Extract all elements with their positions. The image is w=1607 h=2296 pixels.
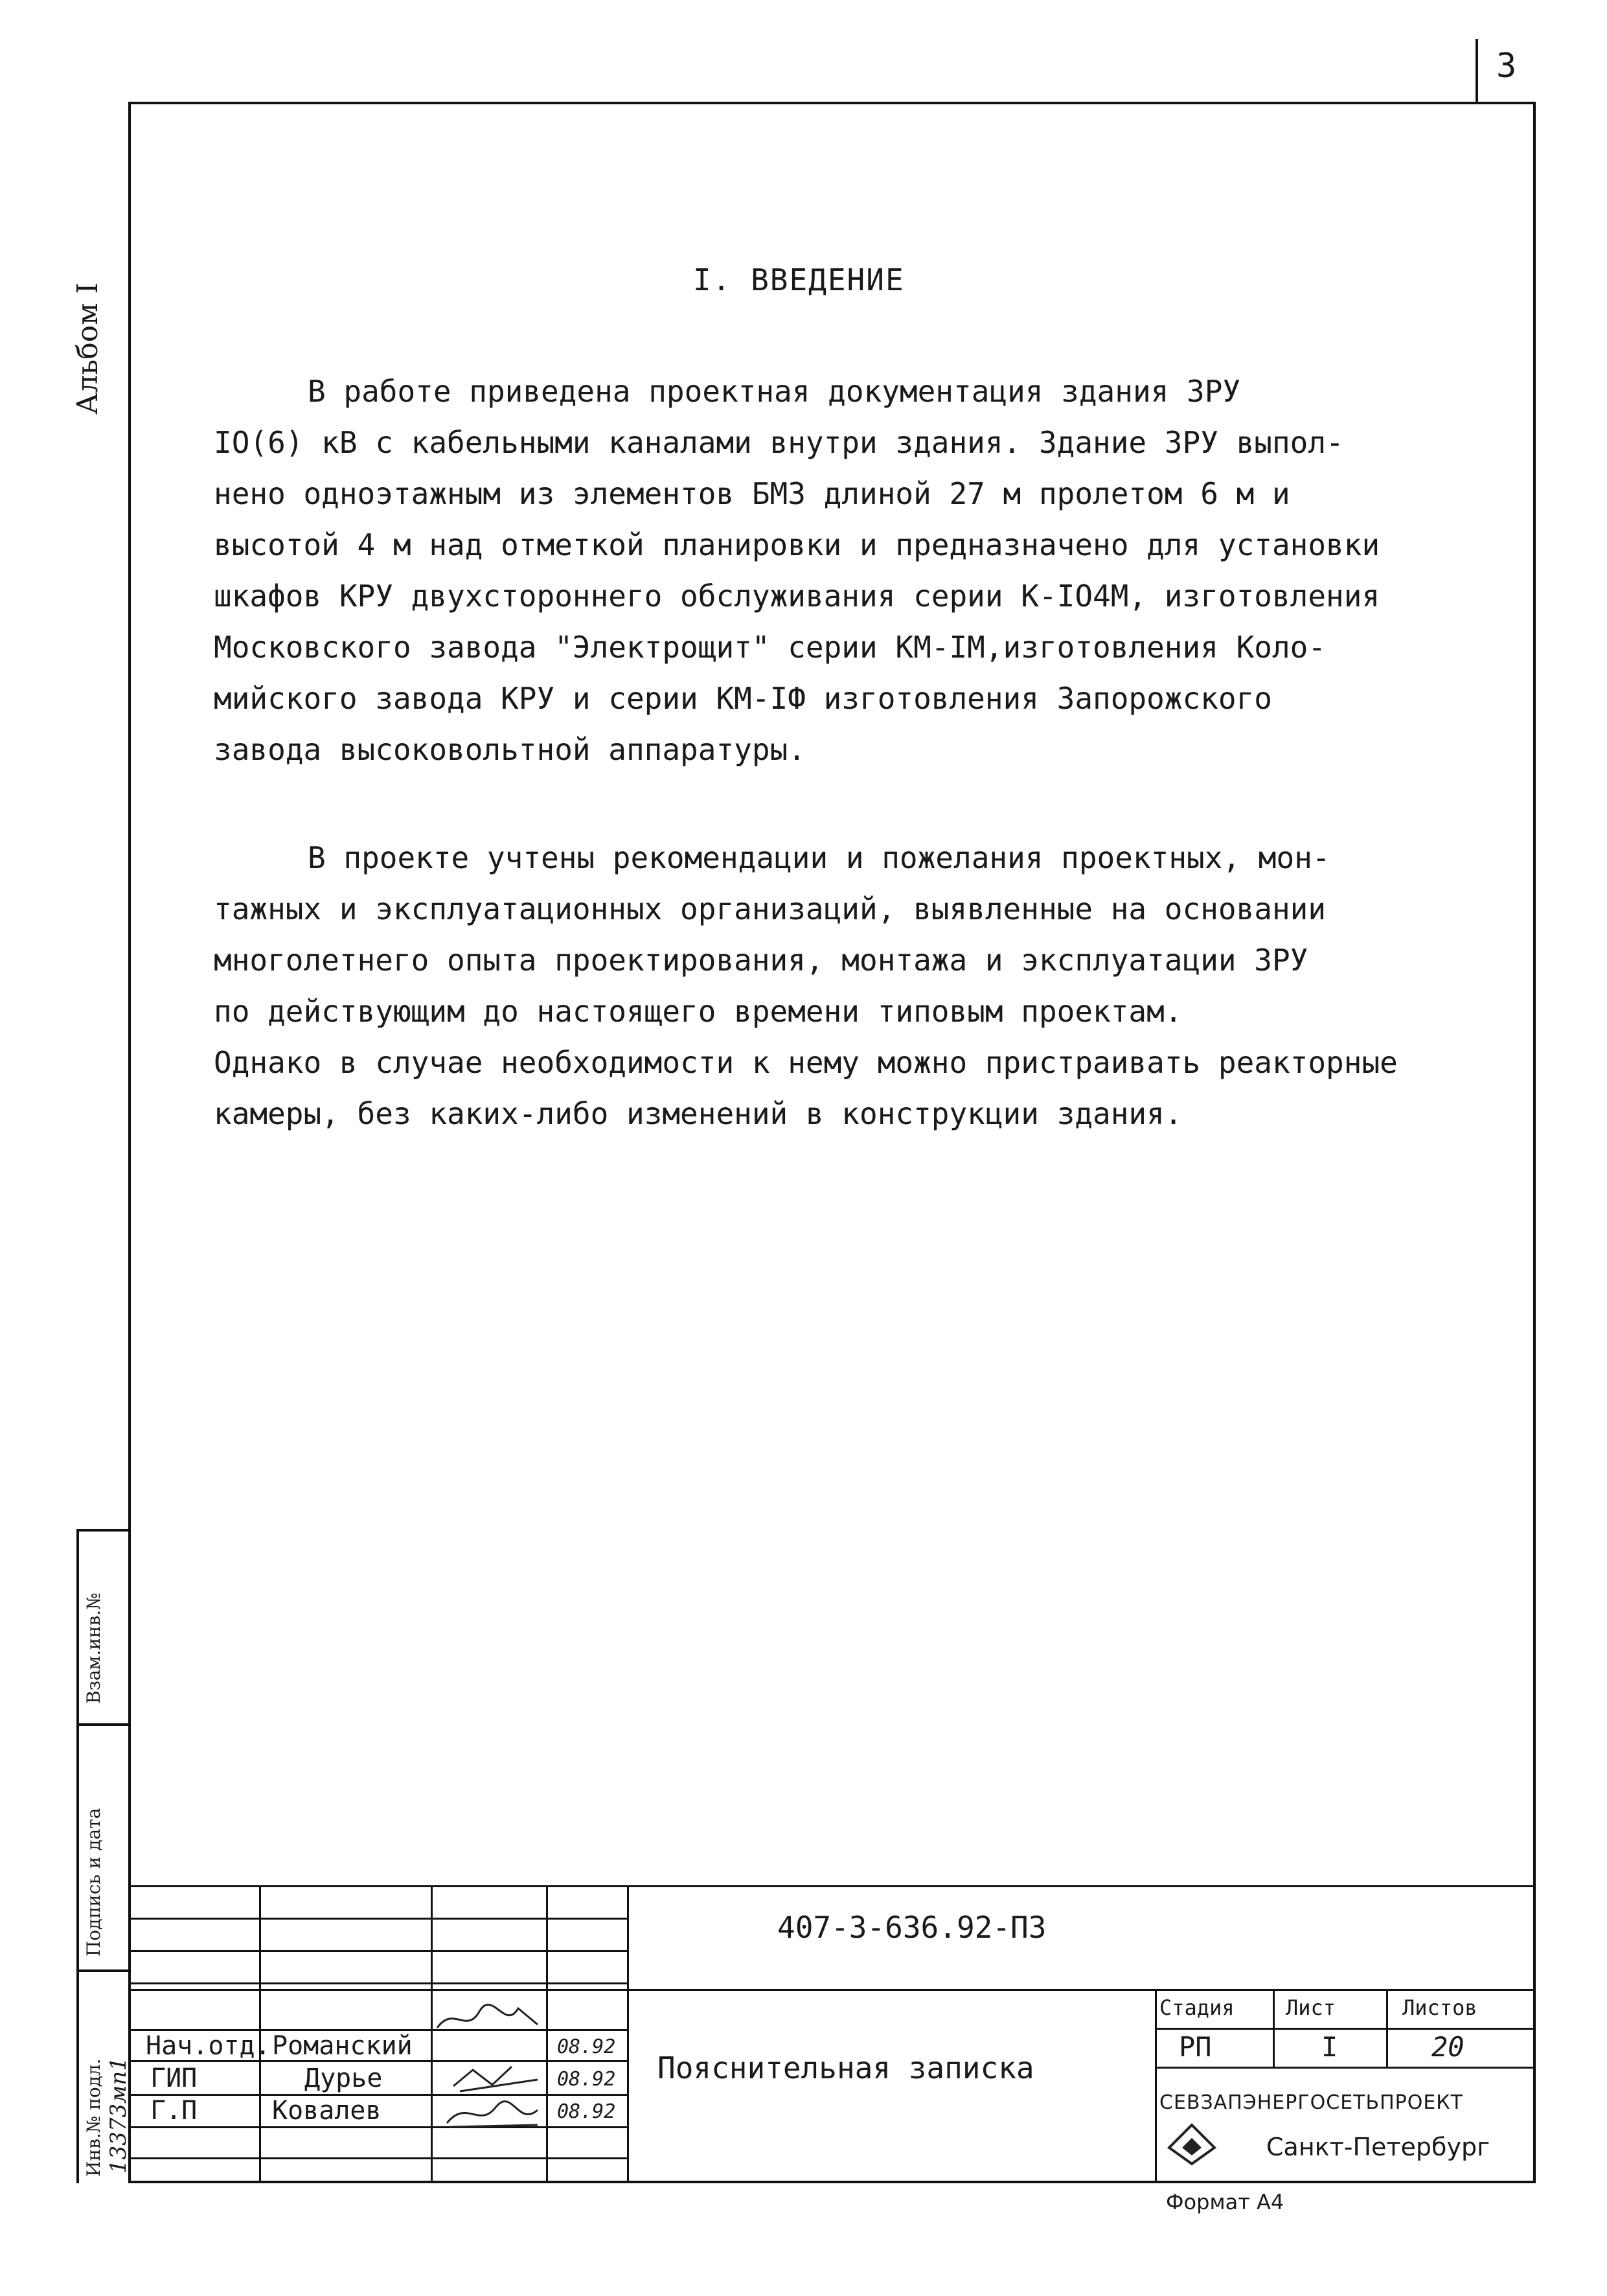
sheet-label: Лист	[1286, 1995, 1336, 2020]
stage-value: РП	[1179, 2031, 1212, 2063]
staff-name: Дурье	[304, 2063, 383, 2093]
paragraph-line: нено одноэтажным из элементов БМЗ длиной 27 м пролетом 6 м и	[214, 476, 1290, 511]
staff-date: 08.92	[557, 2068, 616, 2091]
paragraph-line: мийского завода КРУ и серии КМ-IФ изготовления Запорожского	[214, 681, 1272, 716]
title-block-top-line	[128, 1885, 1536, 1887]
grid-line	[627, 1885, 629, 2183]
signature-3	[440, 2096, 544, 2131]
organization-city: Санкт-Петербург	[1266, 2133, 1490, 2161]
page-number: 3	[1496, 47, 1517, 86]
staff-role: Г.П	[150, 2096, 198, 2126]
paper-format: Формат А4	[1166, 2190, 1284, 2214]
grid-line	[431, 1885, 433, 2183]
grid-line	[1155, 1989, 1157, 2183]
side-stamp-inv: Инв.№ подл.	[83, 2058, 104, 2177]
grid-line	[1273, 1989, 1275, 2067]
sheets-value: 20	[1431, 2031, 1465, 2063]
sheet-value: I	[1321, 2031, 1338, 2063]
paragraph-line: В проекте учтены рекомендации и пожелания проектных, мон-	[308, 840, 1330, 875]
staff-date: 08.92	[557, 2036, 616, 2058]
paragraph-line: шкафов КРУ двухстороннего обслуживания серии К-IO4М, изготовления	[214, 579, 1380, 614]
grid-line	[128, 1950, 627, 1952]
album-label: Альбом I	[71, 282, 104, 415]
side-stamp-divider	[76, 1969, 128, 1972]
staff-role: ГИП	[150, 2063, 198, 2093]
signature-1	[434, 1999, 544, 2038]
side-stamp-vzam: Взам.инв.№	[83, 1592, 104, 1704]
grid-line	[128, 1989, 1536, 1991]
grid-line	[1386, 1989, 1388, 2067]
paragraph-line: Московского завода "Электрощит" серии КМ-IМ,изготовления Коло-	[214, 630, 1327, 665]
grid-line	[128, 1982, 627, 1984]
grid-line	[1155, 2028, 1536, 2030]
paragraph-line: многолетнего опыта проектирования, монтажа и эксплуатации ЗРУ	[214, 943, 1308, 978]
paragraph-line: тажных и эксплуатационных организаций, выявленные на основании	[214, 891, 1327, 926]
grid-line	[1155, 2067, 1536, 2069]
section-heading: I. ВВЕДЕНИЕ	[693, 262, 905, 297]
sheets-label: Листов	[1402, 1995, 1477, 2020]
paragraph-2	[214, 832, 1522, 1140]
signature-2	[447, 2060, 544, 2096]
staff-date: 08.92	[557, 2100, 616, 2123]
document-code: 407-3-636.92-ПЗ	[777, 1910, 1047, 1945]
grid-line	[128, 1918, 627, 1920]
paragraph-line: В работе приведена проектная документация здания ЗРУ	[308, 374, 1241, 409]
paragraph-1	[214, 366, 1522, 775]
stage-label: Стадия	[1159, 1995, 1235, 2020]
side-stamp-inv-value: 13373мп1	[106, 2057, 131, 2174]
paragraph-line: камеры, без каких-либо изменений в конструкции здания.	[214, 1096, 1183, 1131]
organization-logo-icon	[1166, 2122, 1218, 2167]
grid-line	[128, 2157, 627, 2159]
document-title: Пояснительная записка	[657, 2050, 1034, 2085]
staff-name: Ковалев	[272, 2096, 382, 2126]
side-stamp-divider	[76, 1723, 128, 1726]
paragraph-line: Однако в случае необходимости к нему можно пристраивать реакторные	[214, 1045, 1398, 1080]
staff-role: Нач.отд.	[146, 2031, 271, 2061]
grid-line	[546, 1885, 548, 2183]
paragraph-line: IO(6) кВ с кабельными каналами внутри здания. Здание ЗРУ выпол-	[214, 425, 1344, 460]
organization-name: СЕВЗАПЭНЕРГОСЕТЬПРОЕКТ	[1159, 2091, 1463, 2114]
staff-name: Романский	[272, 2031, 413, 2061]
paragraph-line: по действующим до настоящего времени типовым проектам.	[214, 994, 1183, 1029]
paragraph-line: высотой 4 м над отметкой планировки и предназначено для установки	[214, 527, 1380, 562]
paragraph-line: завода высоковольтной аппаратуры.	[214, 732, 806, 767]
side-stamp-podpis: Подпись и дата	[83, 1808, 104, 1957]
grid-line	[128, 2126, 627, 2128]
